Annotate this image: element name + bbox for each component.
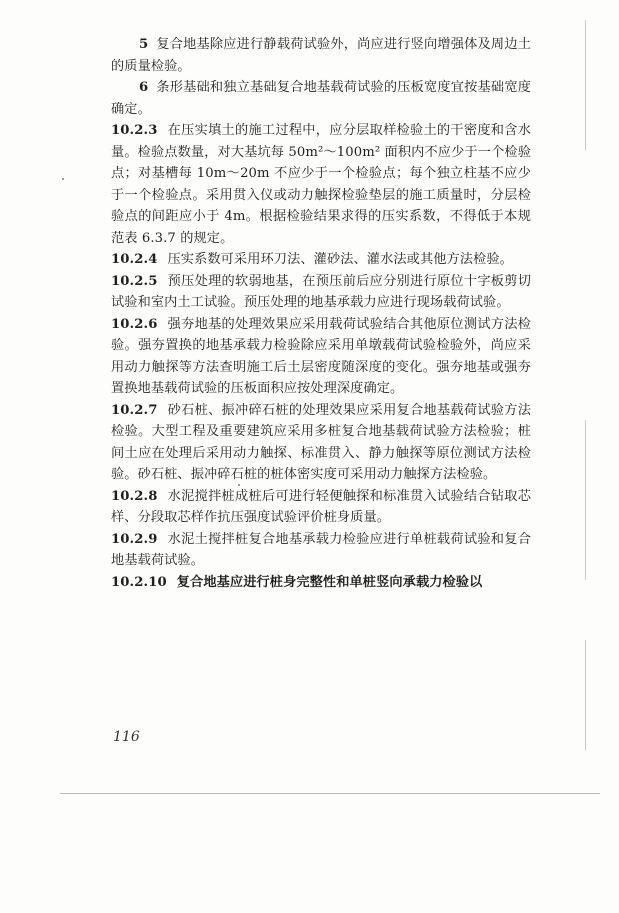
clause-text: 砂石桩、振冲碎石桩的处理效果应采用复合地基载荷试验方法检验。大型工程及重要建筑应采用多桩复合地基载荷试验方法检验；桩间土应在处理后采用动力触探、标准贯入、静力触探等原位测试方法检验。砂石桩、振冲碎石桩的桩体密实度可采用动力触探方法检验。 — [111, 402, 531, 482]
clause-text: 在压实填土的施工过程中，应分层取样检验土的干密度和含水量。检验点数量，对大基坑每 50m²～100m² 面积内不应少于一个检验点；对基槽每 10m～20m 不应少于一个检验点；每个独立柱基不应少于一个检验点。采用贯入仪或动力触探检验垫层的施工质量时，分层检验点的间距应小于 4m。根据检验结果求得的压实系数，不得低于本规范表 6.3.7 的规定。 — [111, 123, 531, 246]
scan-edge-mark — [585, 20, 586, 150]
clause-text: 强夯地基的处理效果应采用载荷试验结合其他原位测试方法检验。强夯置换的地基承载力检验除应采用单墩载荷试验检验外，尚应采用动力触探等方法查明施工后土层密度随深度的变化。强夯地基或强夯置换地基载荷试验的压板面积应按处理深度确定。 — [111, 316, 531, 396]
clause-6 — [111, 77, 531, 120]
scan-edge-line — [60, 793, 600, 794]
clause-number: 5 — [139, 37, 149, 52]
clause-number: 10.2.7 — [111, 402, 158, 418]
clause-10-2-8 — [111, 486, 531, 529]
clause-text: 条形基础和独立基础复合地基载荷试验的压板宽度宜按基础宽度确定。 — [111, 80, 531, 117]
clause-text: 水泥搅拌桩成桩后可进行轻便触探和标准贯入试验结合钻取芯样、分段取芯样作抗压强度试验评价桩身质量。 — [111, 488, 531, 525]
scan-edge-mark — [585, 640, 586, 750]
clause-number: 10.2.3 — [111, 123, 158, 138]
clause-10-2-5 — [111, 271, 531, 314]
clause-10-2-3 — [111, 120, 531, 249]
clause-10-2-9 — [111, 529, 531, 572]
scan-speck — [238, 484, 240, 486]
clause-number: 10.2.9 — [111, 531, 158, 547]
clause-text: 压实系数可采用环刀法、灌砂法、灌水法或其他方法检验。 — [167, 252, 513, 267]
scan-edge-mark — [585, 420, 586, 580]
clause-number: 10.2.10 — [111, 574, 167, 590]
clause-number: 10.2.6 — [111, 316, 158, 332]
clause-number: 10.2.4 — [111, 252, 158, 267]
clause-text: 复合地基应进行桩身完整性和单桩竖向承载力检验以 — [176, 574, 483, 590]
body-text — [111, 34, 531, 593]
clause-number: 10.2.8 — [111, 488, 158, 504]
clause-number: 10.2.5 — [111, 273, 158, 289]
clause-5 — [111, 34, 531, 77]
clause-10-2-10 — [111, 572, 531, 594]
clause-text: 复合地基除应进行静载荷试验外，尚应进行竖向增强体及周边土的质量检验。 — [111, 37, 531, 74]
clause-10-2-4 — [111, 249, 531, 271]
clause-10-2-6 — [111, 314, 531, 400]
clause-text: 预压处理的软弱地基，在预压前后应分别进行原位十字板剪切试验和室内土工试验。预压处理的地基承载力应进行现场载荷试验。 — [111, 273, 531, 310]
clause-number: 6 — [139, 80, 149, 95]
scan-speck — [62, 178, 64, 180]
clause-10-2-7 — [111, 400, 531, 486]
clause-text: 水泥土搅拌桩复合地基承载力检验应进行单桩载荷试验和复合地基载荷试验。 — [111, 531, 531, 568]
page-number: 116 — [113, 729, 140, 745]
